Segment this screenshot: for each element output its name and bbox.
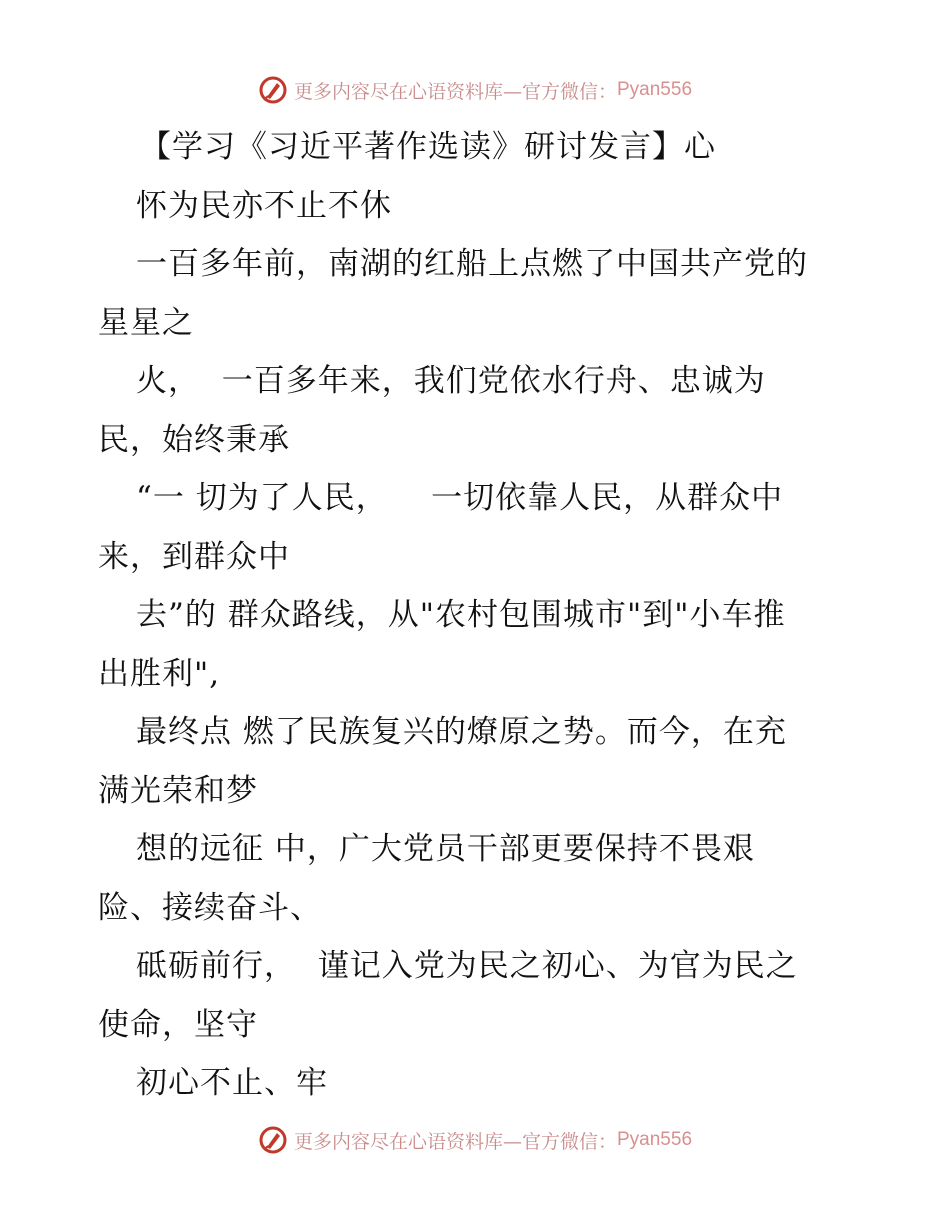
- paragraph-line: 初心不止、牢: [136, 1065, 328, 1101]
- paragraph-line: 一百多年前，南湖的红船上点燃了中国共产党的: [136, 246, 808, 282]
- document-title-line-2: 怀为民亦不止不休: [136, 187, 392, 224]
- pen-nib-circle-icon: [258, 1125, 288, 1155]
- document-body: [98, 118, 858, 1113]
- document-title-line-1: 【学习《习近平著作选读》研讨发言】心: [140, 129, 716, 165]
- pen-nib-circle-icon: [258, 75, 288, 105]
- footer-banner: [0, 1120, 950, 1160]
- paragraph-line: 去”的 群众路线，从"农村包围城市"到"小车推: [136, 597, 786, 633]
- paragraph-line: 想的远征 中，广大党员干部更要保持不畏艰: [136, 831, 755, 867]
- paragraph-line: 民，始终秉承: [98, 421, 290, 458]
- paragraph-line: 险、接续奋斗、: [98, 889, 322, 926]
- paragraph-line: “一 切为了人民， 一切依靠人民，从群众中: [136, 480, 784, 516]
- paragraph-line: 火， 一百多年来，我们党依水行舟、忠诚为: [136, 363, 766, 399]
- paragraph-line: 来，到群众中: [98, 538, 290, 575]
- paragraph-line: 满光荣和梦: [98, 772, 258, 809]
- footer-banner-handle: Pyan556: [617, 1129, 693, 1150]
- paragraph-line: 砥砺前行， 谨记入党为民之初心、为官为民之: [136, 948, 798, 984]
- header-banner-handle: Pyan556: [617, 79, 693, 100]
- footer-banner-text: 更多内容尽在心语资料库—官方微信：: [293, 1130, 617, 1153]
- header-banner: [0, 70, 950, 110]
- header-banner-text: 更多内容尽在心语资料库—官方微信：: [293, 80, 617, 103]
- paragraph-line: 出胜利",: [98, 655, 221, 692]
- paragraph-line: 星星之: [98, 304, 194, 341]
- paragraph-line: 使命，坚守: [98, 1006, 258, 1043]
- paragraph-line: 最终点 燃了民族复兴的燎原之势。而今，在充: [136, 714, 787, 750]
